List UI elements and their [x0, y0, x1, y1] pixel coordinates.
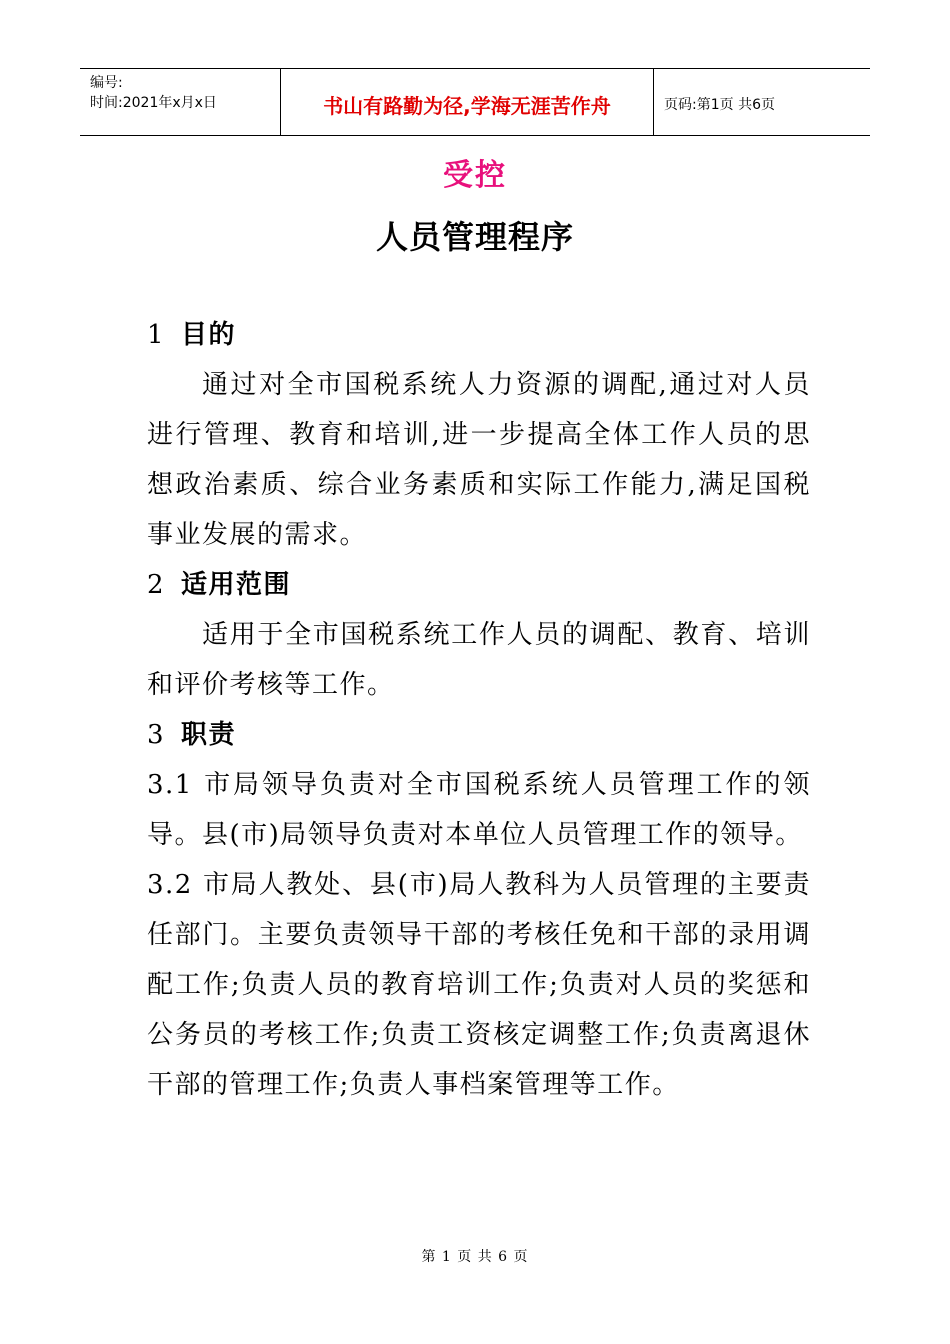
controlled-stamp: 受控 — [443, 158, 507, 193]
paragraph-duty-3-1: 3.1 市局领导负责对全市国税系统人员管理工作的领导。县(市)局领导负责对本单位人员管理工作的领导。 — [147, 770, 811, 850]
paragraph-duty-3-2: 3.2 市局人教处、县(市)局人教科为人员管理的主要责任部门。主要负责领导干部的考核任免和干部的录用调配工作;负责人员的教育培训工作;负责对人员的奖惩和公务员的考核工作;负责工资核定调整工作;负责离退休干部的管理工作;负责人事档案管理等工作。 — [147, 870, 811, 1100]
section-number: 3 — [147, 720, 166, 750]
document-title: 人员管理程序 — [375, 218, 574, 256]
document-time-label: 时间:2021年x月x日 — [90, 95, 217, 111]
header-motto: 书山有路勤为径,学海无涯苦作舟 — [281, 69, 654, 135]
page-footer: 第 1 页 共 6 页 — [421, 1249, 529, 1265]
section-heading-purpose — [147, 310, 811, 360]
document-header-table — [80, 68, 870, 136]
paragraph-purpose: 通过对全市国税系统人力资源的调配,通过对人员进行管理、教育和培训,进一步提高全体工作人员的思想政治素质、综合业务素质和实际工作能力,满足国税事业发展的需求。 — [147, 370, 811, 550]
section-number: 2 — [147, 570, 166, 600]
section-heading-duties — [147, 710, 811, 760]
document-number-label: 编号: — [90, 75, 123, 91]
section-number: 1 — [147, 320, 166, 350]
section-heading-scope — [147, 560, 811, 610]
section-title: 适用范围 — [181, 570, 292, 600]
header-meta-cell — [80, 69, 281, 135]
section-title: 目的 — [181, 320, 237, 350]
paragraph-scope: 适用于全市国税系统工作人员的调配、教育、培训和评价考核等工作。 — [147, 620, 811, 700]
section-title: 职责 — [181, 720, 237, 750]
document-body — [147, 310, 811, 1110]
header-page-info: 页码:第1页 共6页 — [664, 97, 775, 113]
